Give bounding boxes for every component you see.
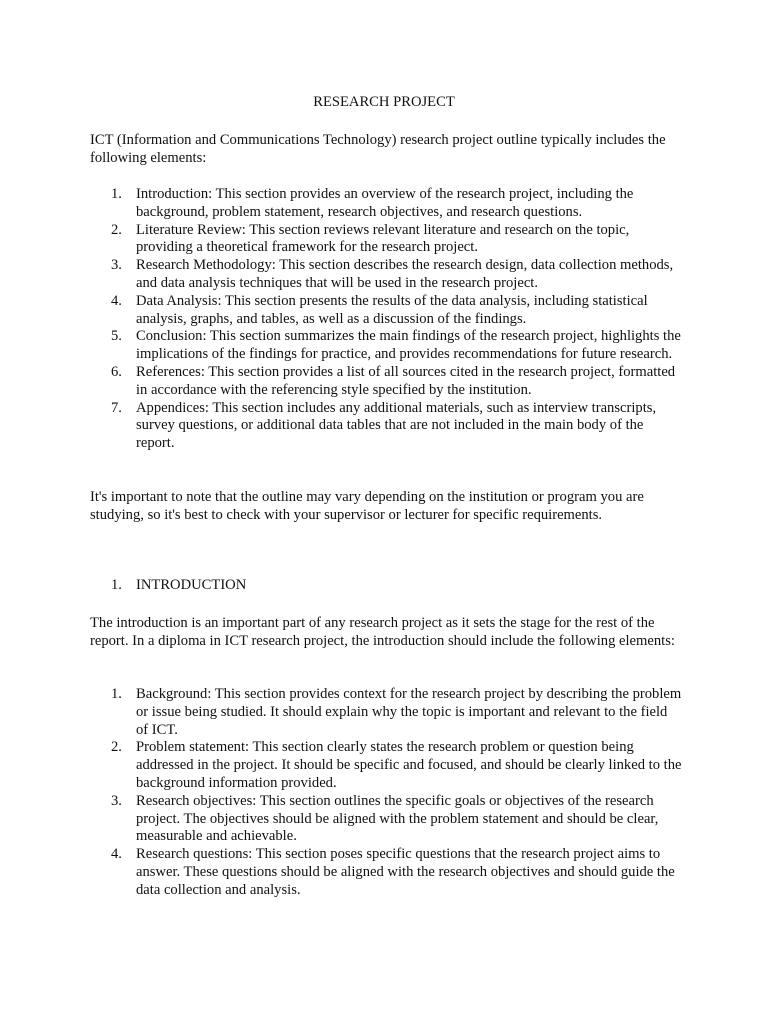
list-item (90, 293, 682, 329)
section-heading-text: INTRODUCTION (136, 577, 247, 593)
list-item-text: Research objectives: This section outlines the specific goals or objectives of the research project. The objectives should be aligned with the problem statement and should be clear, measurable and achievable. (136, 792, 659, 845)
list-number: 5. (111, 328, 122, 345)
list-item (90, 328, 682, 364)
intro-paragraph: ICT (Information and Communications Technology) research project outline typically includes the following elements: (90, 132, 666, 166)
list-number: 3. (111, 792, 122, 809)
list-number: 4. (111, 846, 122, 863)
list-item (90, 257, 682, 293)
list-item (90, 186, 682, 222)
list-number: 2. (111, 739, 122, 756)
list-item (90, 793, 682, 846)
section-list (90, 686, 682, 900)
list-item (90, 364, 682, 400)
list-number: 1. (111, 686, 122, 702)
note-paragraph: It's important to note that the outline may vary depending on the institution or program you are studying, so it's best to check with your supervisor or lecturer for specific requirements. (90, 489, 644, 523)
list-item-text: Background: This section provides context for the research project by describing the problem or issue being studied. It should explain why the topic is important and relevant to the field of ICT. (136, 686, 682, 738)
list-number: 6. (111, 363, 122, 380)
list-item (90, 222, 682, 258)
list-item-text: Problem statement: This section clearly states the research problem or question being addressed in the project. It should be specific and focused, and should be clearly linked to the background information provided. (136, 739, 682, 791)
list-item-text: Literature Review: This section reviews relevant literature and research on the topic, providing a theoretical framework for the research project. (136, 221, 630, 256)
list-item-text: Conclusion: This section summarizes the main findings of the research project, highlights the implications of the findings for practice, and provides recommendations for future research. (136, 328, 681, 363)
list-number: 2. (111, 221, 122, 238)
list-item (90, 846, 682, 899)
outline-list (90, 186, 682, 453)
list-item (90, 739, 682, 792)
list-item-text: References: This section provides a list of all sources cited in the research project, formatted in accordance with the referencing style specified by the institution. (136, 363, 676, 398)
section-heading-number: 1. (111, 577, 122, 593)
list-item (90, 686, 682, 739)
list-item-text: Data Analysis: This section presents the results of the data analysis, including statistical analysis, graphs, and tables, as well as a discussion of the findings. (136, 292, 648, 327)
list-number: 1. (111, 186, 122, 202)
list-item-text: Research questions: This section poses specific questions that the research project aims to answer. These questions should be aligned with the research objectives and should guide the data collection and analysis. (136, 846, 675, 898)
list-item (90, 400, 682, 453)
list-item-text: Research Methodology: This section describes the research design, data collection methods, and data analysis techniques that will be used in the research project. (136, 257, 674, 291)
list-number: 4. (111, 292, 122, 309)
list-number: 7. (111, 399, 122, 416)
list-item-text: Introduction: This section provides an overview of the research project, including the background, problem statement, research objectives, and research questions. (136, 186, 634, 220)
document-title: RESEARCH PROJECT (313, 94, 455, 110)
list-number: 3. (111, 257, 122, 274)
list-item-text: Appendices: This section includes any additional materials, such as interview transcripts, survey questions, or additional data tables that are not included in the main body of the report. (136, 399, 657, 452)
section-paragraph: The introduction is an important part of any research project as it sets the stage for the rest of the report. In a diploma in ICT research project, the introduction should include the following elements: (90, 615, 675, 649)
